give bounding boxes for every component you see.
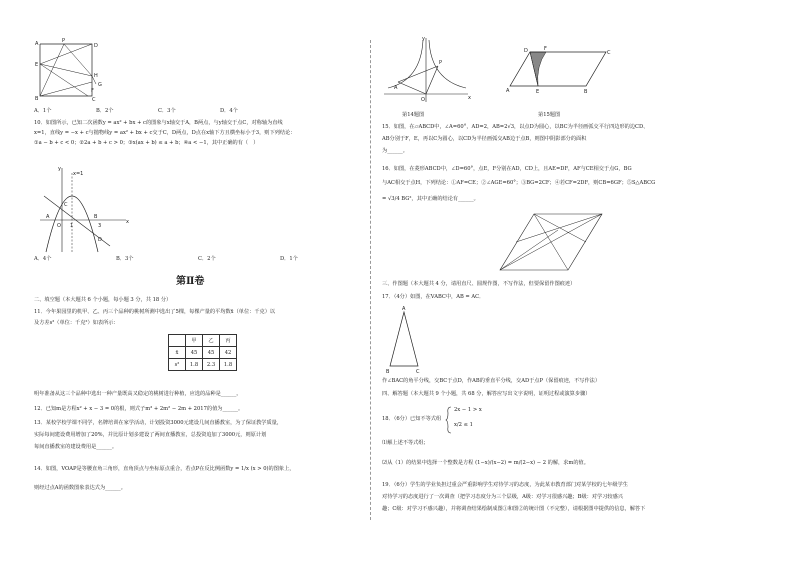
caption-14: 第14题图 [402,112,425,118]
q16-line1: 16．如图，在菱形ABCD中，∠D=60°，点E，F分别在AD，CD上，且AE=DF，AF与CE相交于点G，BG [382,166,632,172]
svg-text:y: y [422,36,425,42]
q16-line2: 与AC相交于点H，下列结论：①AF=CE；②∠AGE=60°；③BG=2CF；④若CF=2DF，则CB=6GF；⑤S△ABCG [382,180,656,186]
left-column [30,0,368,562]
q15-line1: 15．如图，在▱ABCD中，∠A=60°，AD=2，AB=2√3，以点D为圆心，以BC为半径画弧交平行四边形的边CD、 [382,124,649,130]
right-column [378,0,770,562]
q10-line3: ①a − b + c < 0；②2a + b + c > 0；③x(ax + b) ≤ a + b；④a < −1，其中正确的有（ ） [34,140,259,146]
q18-system-2: x/2 ≤ 1 [454,422,473,428]
svg-text:x: x [126,219,129,225]
svg-text:D: D [98,237,102,243]
q18-part1: ⑴解上述不等式组； [382,440,429,446]
svg-text:D: D [524,48,528,54]
system-brace [446,406,452,434]
figure-14 [384,36,470,102]
options-q10: A．4个 B．3个 C．2个 D．1个 [34,256,298,262]
q16-line3: = √3/4 BG²，其中正确的结论有______。 [382,196,479,202]
svg-text:E: E [536,89,540,95]
svg-text:E: E [35,62,39,68]
section-3-header: 三、作图题（本大题共 4 分，请用直尺、圆规作图，不写作法，但要保留作图痕迹） [382,281,576,287]
svg-text:x=1: x=1 [73,171,84,177]
q12: 12．已知m是方程x² + x − 3 = 0的根，则式子m³ + 2m² − 2m + 2017的值为______。 [34,406,244,412]
q13-line2: 实际每间建设费用增加了20%，并比原计划多建设了两间直播教室，总投资追加了3000元，则原计划 [34,432,267,438]
section-2-header: 二、填空题（本大题共 6 个小题，每小题 3 分，共 18 分） [34,297,172,303]
q11-line1: 11．今年果园里的机甲、乙、丙三个品种的桃树所测中选出了5棵，每棵产量的平均数x̄（单位：千克）以 [34,309,276,315]
q18-intro: 18．（6分）已知不等式组 [382,416,442,422]
svg-text:P: P [439,60,443,66]
figure-15 [506,46,616,94]
q13-line3: 每间直播教室的建设费用是______。 [34,444,118,450]
svg-text:C: C [64,202,68,208]
figure-16-rhombus [496,210,606,274]
svg-text:A: A [394,85,398,91]
svg-text:A: A [35,41,39,47]
triangle-figure [384,306,424,374]
q18-system-1: 2x − 1 > x [454,407,482,413]
svg-text:B: B [386,369,390,375]
q19-line2: 对待学习的态度进行了一次调查（把学习态度分为三个层级，A级：对学习很感兴趣；B级：对学习较感兴 [382,494,623,500]
svg-text:F: F [544,46,547,52]
svg-text:A: A [402,306,406,312]
svg-text:O: O [421,97,425,103]
q14-line1: 14．如图，VOAP是等腰直角三角形，直角顶点与坐标原点重合，若点P在反比例函数y = 1/x (x > 0)的图象上， [34,466,295,472]
svg-text:C: C [607,50,611,56]
svg-text:B: B [94,214,98,220]
q15-line3: 为______。 [382,148,408,154]
q11-line2: 及方差s²（单位：千克²）如表所示： [34,320,119,326]
svg-text:F: F [91,88,94,94]
yield-table: 甲 乙 丙 x̄ 45 45 42 s² 1.8 2.3 1.8 [168,334,237,371]
svg-text:A: A [46,214,50,220]
svg-text:G: G [98,82,102,88]
q13-line1: 13．某校学校学课不同学，名牌培训在家学活动，计划投资3000元建设几间直播教室，为了保证教学质量， [34,420,283,426]
options-prev: A．1个 B．2个 C．3个 D．4个 [34,108,238,114]
svg-text:C: C [416,369,420,375]
q18-part2: ⑵从（1）的结果中选择一个整数是方程 (1−x)/(x−2) = m/(2−x) − 2 的解，求m的值。 [382,460,589,466]
svg-text:y: y [58,166,61,172]
q10-line2: x=1，直线y = −x + c与抛物线y = ax² + bx + c交于C，D两点，D点在x轴下方且横坐标小于3，则下列结论： [34,130,296,136]
caption-15: 第15题图 [538,112,561,118]
svg-text:x: x [468,95,471,101]
volume-2-title: 第Ⅱ卷 [176,276,205,287]
square-figure [36,40,106,102]
q10-line1: 10．如图所示，已知二次函数y = ax² + bx + c的图象与x轴交于A，B两点，与y轴交于点C，对称轴为直线 [34,120,283,126]
svg-text:P: P [62,38,66,44]
q17: 17．（4分）如图，在VABC中，AB = AC． [382,294,485,300]
q14-line2: 则经过点A的函数图象表达式为______。 [34,485,126,491]
q15-line2: AB分别于F，E，再以C为圆心，以CD为半径画弧交AB边于点B，则图中阴影部分的面积 [382,136,587,142]
q11-line3: 明年准备从这三个品种中选出一种产量既高又稳定的桃树进行种植，应选的品种是______。 [34,391,242,397]
svg-text:1: 1 [70,223,74,229]
parabola-figure [40,166,130,252]
svg-text:B: B [584,89,588,95]
svg-text:O: O [57,223,61,229]
q17-line2: 作∠BAC的角平分线，交BC于点D，作AB的垂直平分线，交AD于点P（保留痕迹，不写作法） [382,378,601,384]
svg-text:B: B [35,96,39,102]
svg-text:C: C [92,97,96,103]
svg-text:3: 3 [98,223,102,229]
svg-text:D: D [94,43,98,49]
column-divider [370,40,371,520]
q19-line3: 趣；C级：对学习不感兴趣），并将调查结果绘制成图①和图②的统计图（不完整），请根据图中提供的信息，解答下 [382,506,646,512]
q19-line1: 19．（6分）学生的学业负担过重会严重影响学生对待学习的态度，为此某市教育部门对某学校的七年级学生 [382,482,628,488]
svg-text:H: H [94,73,98,79]
section-4-header: 四、解答题（本大题共 9 个小题，共 68 分，解答应写出文字说明，证明过程或演算步骤） [382,391,591,397]
svg-text:A: A [506,88,510,94]
